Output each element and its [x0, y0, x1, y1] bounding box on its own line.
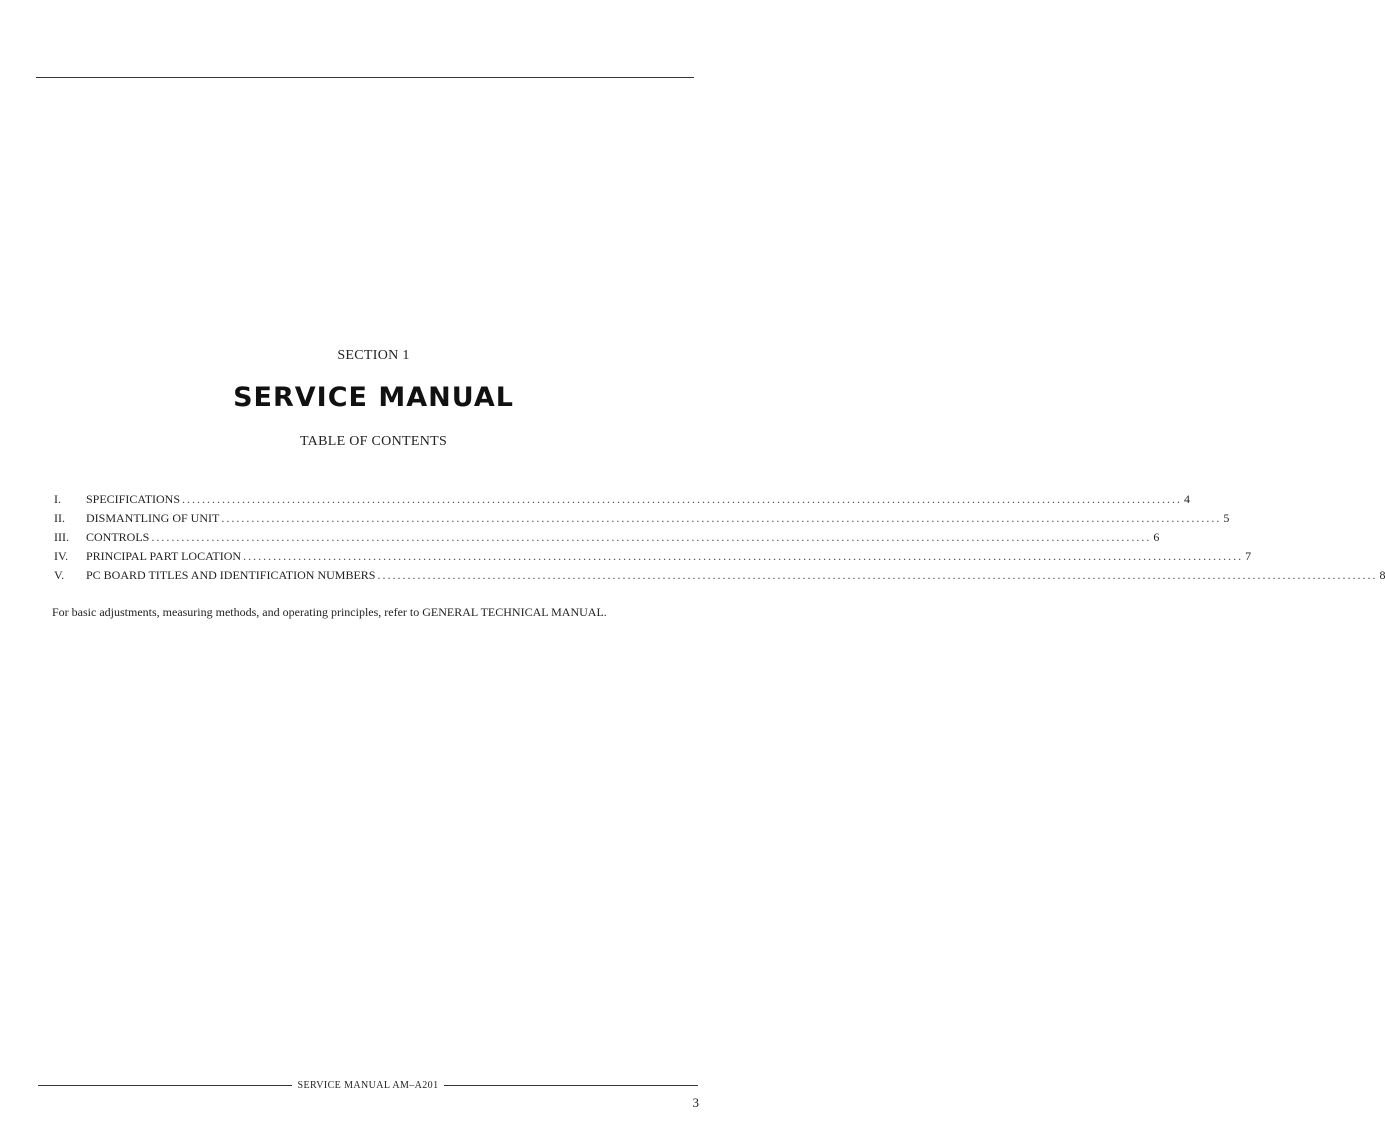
footer [38, 1080, 698, 1091]
toc-heading: TABLE OF CONTENTS [299, 434, 448, 449]
toc-entry-pc-board-titles[interactable] [54, 568, 1385, 587]
toc-entry-specifications[interactable] [54, 492, 1191, 511]
toc-entry-page: 8 [1379, 568, 1385, 582]
footer-rule-right [444, 1085, 698, 1086]
toc-entry-page: 4 [1184, 492, 1191, 506]
section-label: SECTION 1 [337, 348, 410, 363]
toc-entry-label: DISMANTLING OF UNIT [86, 511, 220, 525]
footer-title: SERVICE MANUAL AM–A201 [297, 1080, 439, 1091]
toc-entry-label: PRINCIPAL PART LOCATION [86, 549, 242, 563]
toc-entry-dismantling[interactable] [54, 511, 1230, 530]
toc-entry-number: III. [54, 530, 69, 544]
toc-entry-page: 7 [1245, 549, 1252, 563]
page-title: SERVICE MANUAL [233, 382, 514, 413]
toc-entry-label: PC BOARD TITLES AND IDENTIFICATION NUMBERS [86, 568, 376, 582]
toc-entry-number: II. [54, 511, 65, 525]
toc-entry-number: IV. [54, 549, 69, 563]
page-number: 3 [692, 1095, 699, 1110]
toc-leader-dots: ........................................................................................................................................................................................................ [377, 568, 1378, 582]
toc-leader-dots: ........................................................................................................................................................................................................ [243, 549, 1244, 563]
footer-rule-left [38, 1085, 292, 1086]
toc-leader-dots: ........................................................................................................................................................................................................ [182, 492, 1183, 506]
toc-entry-part-location[interactable] [54, 549, 1252, 568]
toc-leader-dots: ........................................................................................................................................................................................................ [221, 511, 1222, 525]
toc-leader-dots: ........................................................................................................................................................................................................ [151, 530, 1152, 544]
toc-entry-number: V. [54, 568, 65, 582]
toc-entry-number: I. [54, 492, 61, 506]
toc-entry-label: SPECIFICATIONS [86, 492, 181, 506]
top-rule [36, 77, 694, 78]
toc-entry-controls[interactable] [54, 530, 1160, 549]
table-of-contents [54, 492, 1385, 587]
toc-entry-label: CONTROLS [86, 530, 150, 544]
toc-entry-page: 6 [1153, 530, 1160, 544]
reference-note: For basic adjustments, measuring methods, and operating principles, refer to GENERAL TECHNICAL MANUAL. [52, 605, 607, 619]
toc-entry-page: 5 [1223, 511, 1230, 525]
